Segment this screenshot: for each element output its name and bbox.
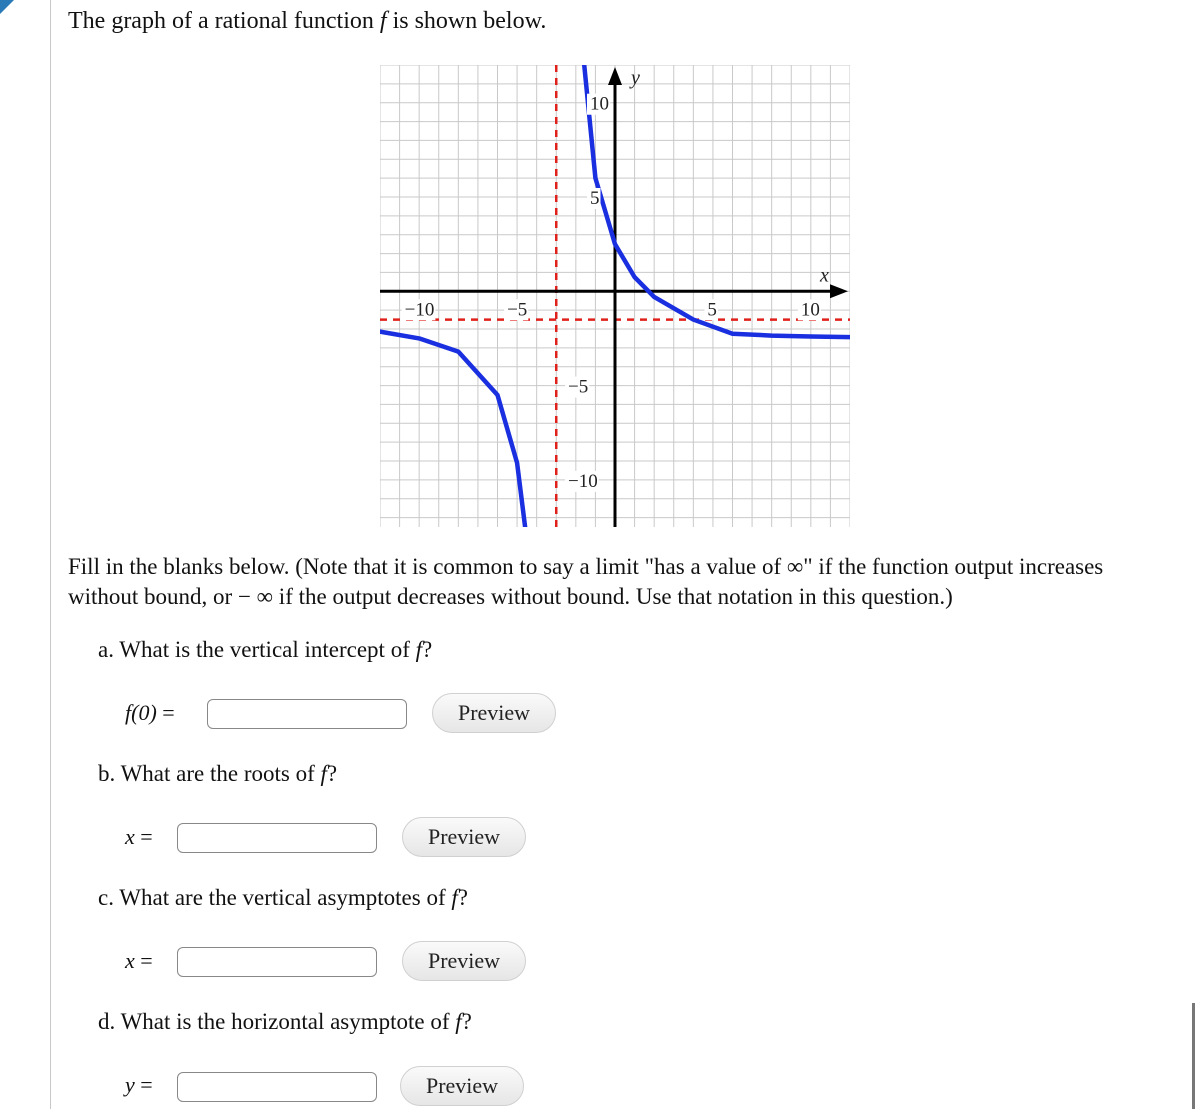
answer-label-a: f(0) =: [125, 700, 175, 725]
y-tick-label: −5: [568, 376, 589, 398]
question-a: a. What is the vertical intercept of f?: [98, 637, 433, 662]
question-b: b. What are the roots of f?: [98, 761, 338, 786]
answer-label-c: x =: [125, 948, 153, 973]
x-tick-label: −10: [404, 299, 435, 321]
horizontal-asymptote-input[interactable]: [177, 1072, 377, 1102]
corner-marker: [0, 0, 14, 14]
y-tick-label: 10: [590, 93, 609, 115]
preview-button-d[interactable]: Preview: [400, 1066, 524, 1106]
x-axis-arrow: [830, 284, 848, 298]
y-tick-label: 5: [590, 188, 600, 209]
instructions-note: [68, 552, 1168, 612]
note-line-2: without bound, or − ∞ if the output decreases without bound. Use that notation in this question.): [68, 584, 953, 609]
question-c: c. What are the vertical asymptotes of f?: [98, 885, 468, 910]
problem-intro: The graph of a rational function f is shown below.: [68, 8, 547, 34]
vertical-intercept-input[interactable]: [207, 699, 407, 729]
preview-button-a[interactable]: Preview: [432, 693, 556, 733]
left-divider: [50, 0, 51, 1109]
answer-label-d: y =: [125, 1072, 153, 1097]
graph-svg: [380, 65, 850, 527]
note-line-1: Fill in the blanks below. (Note that it is common to say a limit "has a value of ∞" if the function output increases: [68, 554, 1104, 579]
answer-label-b: x =: [125, 824, 153, 849]
x-axis-label: x: [820, 264, 829, 287]
scrollbar-thumb[interactable]: [1192, 1003, 1195, 1109]
vertical-asymptotes-input[interactable]: [177, 947, 377, 977]
y-tick-label: −10: [568, 470, 598, 492]
y-axis-arrow: [608, 67, 622, 85]
function-name: f: [379, 8, 387, 34]
x-tick-label: 10: [800, 299, 820, 321]
function-graph: [380, 65, 850, 527]
preview-button-b[interactable]: Preview: [402, 817, 526, 857]
preview-button-c[interactable]: Preview: [402, 941, 526, 981]
x-tick-label: 5: [707, 299, 717, 321]
y-axis-label: y: [631, 66, 640, 89]
roots-input[interactable]: [177, 823, 377, 853]
x-tick-label: −5: [507, 299, 528, 321]
question-d: d. What is the horizontal asymptote of f?: [98, 1009, 472, 1034]
curve-branch-1: [380, 332, 553, 527]
